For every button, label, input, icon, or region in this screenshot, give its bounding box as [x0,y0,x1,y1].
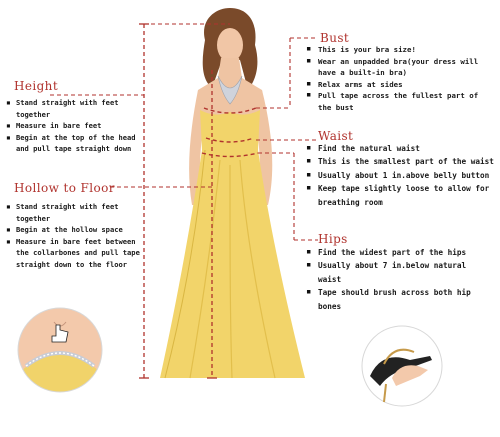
list-item: ▪ Stand straight with feet together [6,201,140,224]
list-item: ▪ Usually about 7 in.below natural waist [306,259,486,286]
list-item: ▪ This is the smallest part of the waist [306,155,496,168]
list-item: ▪ Find the widest part of the hips [306,246,486,259]
bust-instructions [306,44,482,113]
list-item: ▪ Stand straight with feet together [6,97,140,120]
waist-heading: Waist [318,129,354,143]
list-item: ▪ Relax arms at sides [306,79,482,91]
height-instructions [6,97,140,155]
hips-instructions [306,246,486,313]
list-item: ▪ Usually about 1 in.above belly button [306,169,496,182]
hollow-inset [18,308,102,394]
hollow-heading: Hollow to Floor [14,181,115,195]
hollow-instructions [6,201,140,271]
hips-heading: Hips [318,232,348,246]
list-item: ▪ Measure in bare feet between the collarbones and pull tape straight down to the floor [6,236,140,271]
list-item: ▪ Pull tape across the fullest part of the bust [306,90,482,113]
height-heading: Height [14,79,59,93]
list-item: ▪ Begin at the top of the head and pull tape straight down [6,132,140,155]
model-figure [160,8,305,378]
list-item: ▪ Measure in bare feet [6,120,140,132]
list-item: ▪ Begin at the hollow space [6,224,140,236]
waist-instructions [306,142,496,209]
bust-heading: Bust [320,31,350,45]
list-item: ▪ Keep tape slightly loose to allow for breathing room [306,182,496,209]
shoe-inset [362,326,442,406]
list-item: ▪ Tape should brush across both hip bones [306,286,486,313]
list-item: ▪ This is your bra size! [306,44,482,56]
list-item: ▪ Wear an unpadded bra(your dress will have a built-in bra) [306,56,482,79]
list-item: ▪ Find the natural waist [306,142,496,155]
